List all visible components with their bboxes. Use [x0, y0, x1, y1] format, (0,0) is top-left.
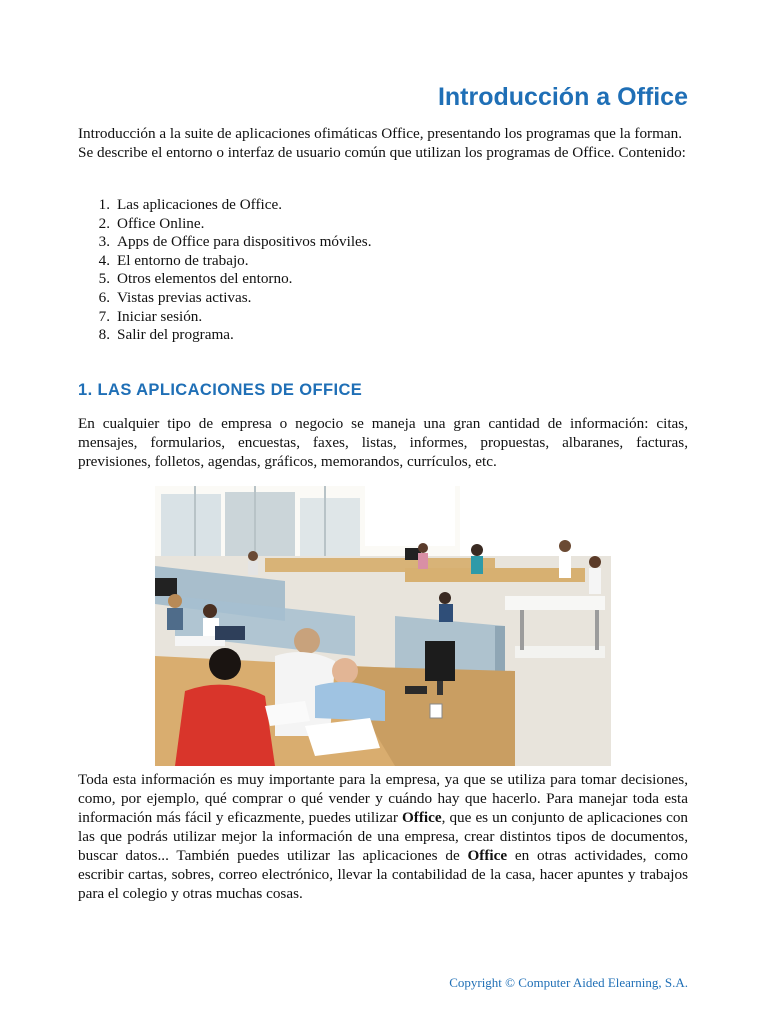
toc-number: 6.	[98, 288, 110, 306]
body-paragraph	[78, 770, 688, 903]
office-photo-illustration	[155, 486, 611, 766]
toc-item	[78, 252, 678, 271]
toc-item	[78, 308, 678, 327]
bold-term: Office	[401, 809, 442, 826]
toc-number: 7.	[98, 307, 110, 325]
toc-number: 4.	[98, 251, 110, 269]
section-heading: 1. LAS APLICACIONES DE OFFICE	[78, 381, 363, 399]
body-paragraph: En cualquier tipo de empresa o negocio se maneja una gran cantidad de información: citas, mensajes, formularios, encuestas, faxes, listas, informes, propuestas, albaranes, facturas, previsiones, folletos, agendas, gráficos, memorandos, currículos, etc.	[78, 415, 688, 470]
toc-text: Iniciar sesión.	[117, 307, 203, 325]
toc-item	[78, 270, 678, 289]
page-title: Introducción a Office	[437, 83, 688, 111]
toc-number: 3.	[98, 233, 110, 251]
toc-item	[78, 215, 678, 234]
toc-number: 1.	[98, 196, 110, 213]
toc-number: 2.	[98, 214, 110, 232]
text-fragment: en otras actividades, como escribir cartas, sobres, correo electrónico, llevar la contabilidad de la casa, hacer apuntes y trabajos para el colegio y otras muchas cosas.	[78, 847, 688, 902]
text-fragment: , que es un conjunto de aplicaciones con las que podrás utilizar mejor la información de una empresa, crear distintos tipos de documentos, buscar datos... También puedes utilizar las aplicaciones de	[78, 809, 689, 864]
toc-text: Las aplicaciones de Office.	[117, 196, 283, 213]
toc-number: 8.	[98, 326, 110, 344]
intro-paragraph: Introducción a la suite de aplicaciones ofimáticas Office, presentando los programas que la forman. Se describe el entorno o interfaz de usuario común que utilizan los programas de Office. Contenido:	[78, 125, 686, 161]
toc-item	[78, 196, 678, 215]
copyright-footer: Copyright © Computer Aided Elearning, S.A.	[449, 975, 688, 990]
toc-item	[78, 326, 678, 345]
toc-number: 5.	[98, 270, 110, 288]
toc-text: Office Online.	[117, 214, 205, 232]
toc-text: Salir del programa.	[117, 326, 234, 344]
toc-item	[78, 289, 678, 308]
table-of-contents	[78, 196, 678, 345]
toc-text: Otros elementos del entorno.	[117, 270, 293, 288]
toc-text: El entorno de trabajo.	[117, 251, 249, 269]
bold-term: Office	[467, 847, 508, 864]
office-photo	[155, 486, 611, 766]
text-fragment: Toda esta información es muy importante para la empresa, ya que se utiliza para tomar decisiones, como, por ejemplo, qué comprar o qué vender y cuándo hay que hacerlo. Para manejar toda esta información más fácil y eficazmente, puedes utilizar	[78, 771, 688, 826]
toc-text: Apps de Office para dispositivos móviles.	[117, 233, 372, 251]
toc-text: Vistas previas activas.	[117, 288, 252, 306]
toc-item	[78, 233, 678, 252]
